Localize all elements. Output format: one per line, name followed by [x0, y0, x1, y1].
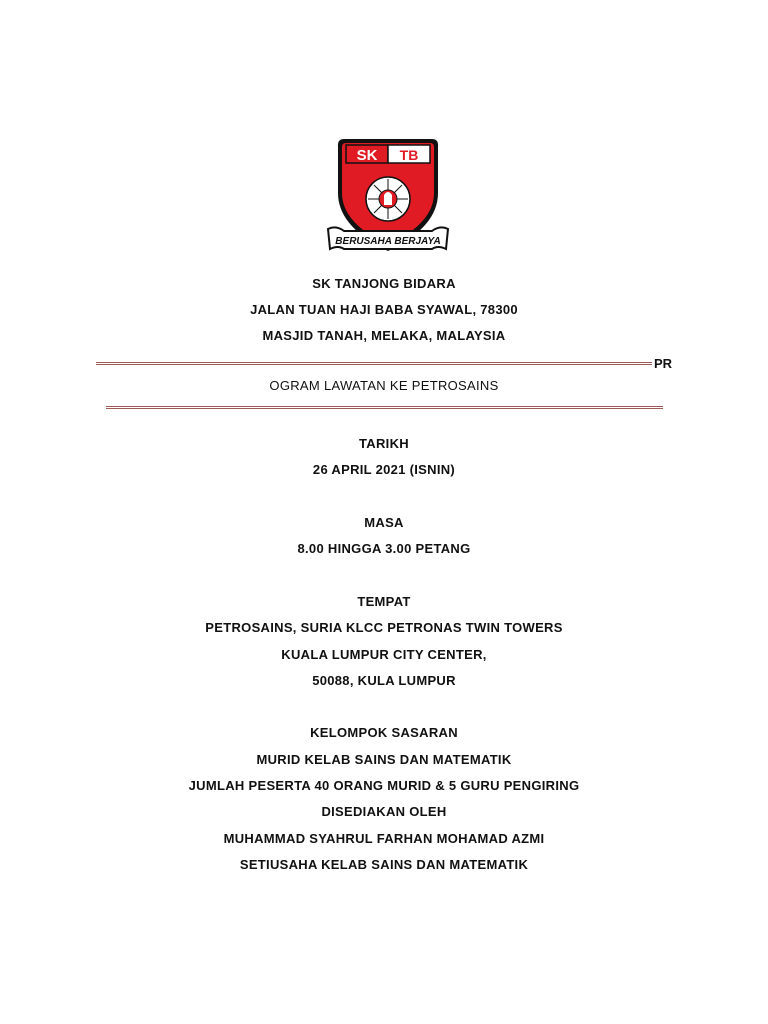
target-line-2: JUMLAH PESERTA 40 ORANG MURID & 5 GURU PENGIRING — [188, 778, 580, 793]
date-value: 26 APRIL 2021 (ISNIN) — [312, 462, 456, 477]
venue-label: TEMPAT — [357, 594, 411, 609]
prepared-position: SETIUSAHA KELAB SAINS DAN MATEMATIK — [239, 857, 529, 872]
prepared-label: DISEDIAKAN OLEH — [321, 804, 447, 819]
divider-bottom — [106, 406, 663, 409]
address-line-1: JALAN TUAN HAJI BABA SYAWAL, 78300 — [250, 302, 518, 317]
venue-line-2: KUALA LUMPUR CITY CENTER, — [281, 647, 487, 662]
date-label: TARIKH — [359, 436, 409, 451]
time-value: 8.00 HINGGA 3.00 PETANG — [297, 541, 471, 556]
crest-text-sk: SK — [356, 147, 378, 164]
venue-line-3: 50088, KULA LUMPUR — [312, 673, 456, 688]
divider-top — [96, 362, 652, 365]
crest-banner-text: BERUSAHA BERJAYA — [335, 236, 441, 247]
prepared-name: MUHAMMAD SYAHRUL FARHAN MOHAMAD AZMI — [223, 831, 545, 846]
school-name: SK TANJONG BIDARA — [312, 276, 456, 291]
address-line-2: MASJID TANAH, MELAKA, MALAYSIA — [262, 328, 506, 343]
program-title: OGRAM LAWATAN KE PETROSAINS — [269, 378, 499, 393]
time-label: MASA — [364, 515, 404, 530]
venue-line-1: PETROSAINS, SURIA KLCC PETRONAS TWIN TOWERS — [205, 620, 563, 635]
target-label: KELOMPOK SASARAN — [310, 725, 458, 740]
crest-text-tb: TB — [399, 147, 419, 163]
program-title-start: PR — [654, 356, 673, 371]
target-line-1: MURID KELAB SAINS DAN MATEMATIK — [256, 752, 512, 767]
school-crest-logo — [326, 131, 450, 259]
